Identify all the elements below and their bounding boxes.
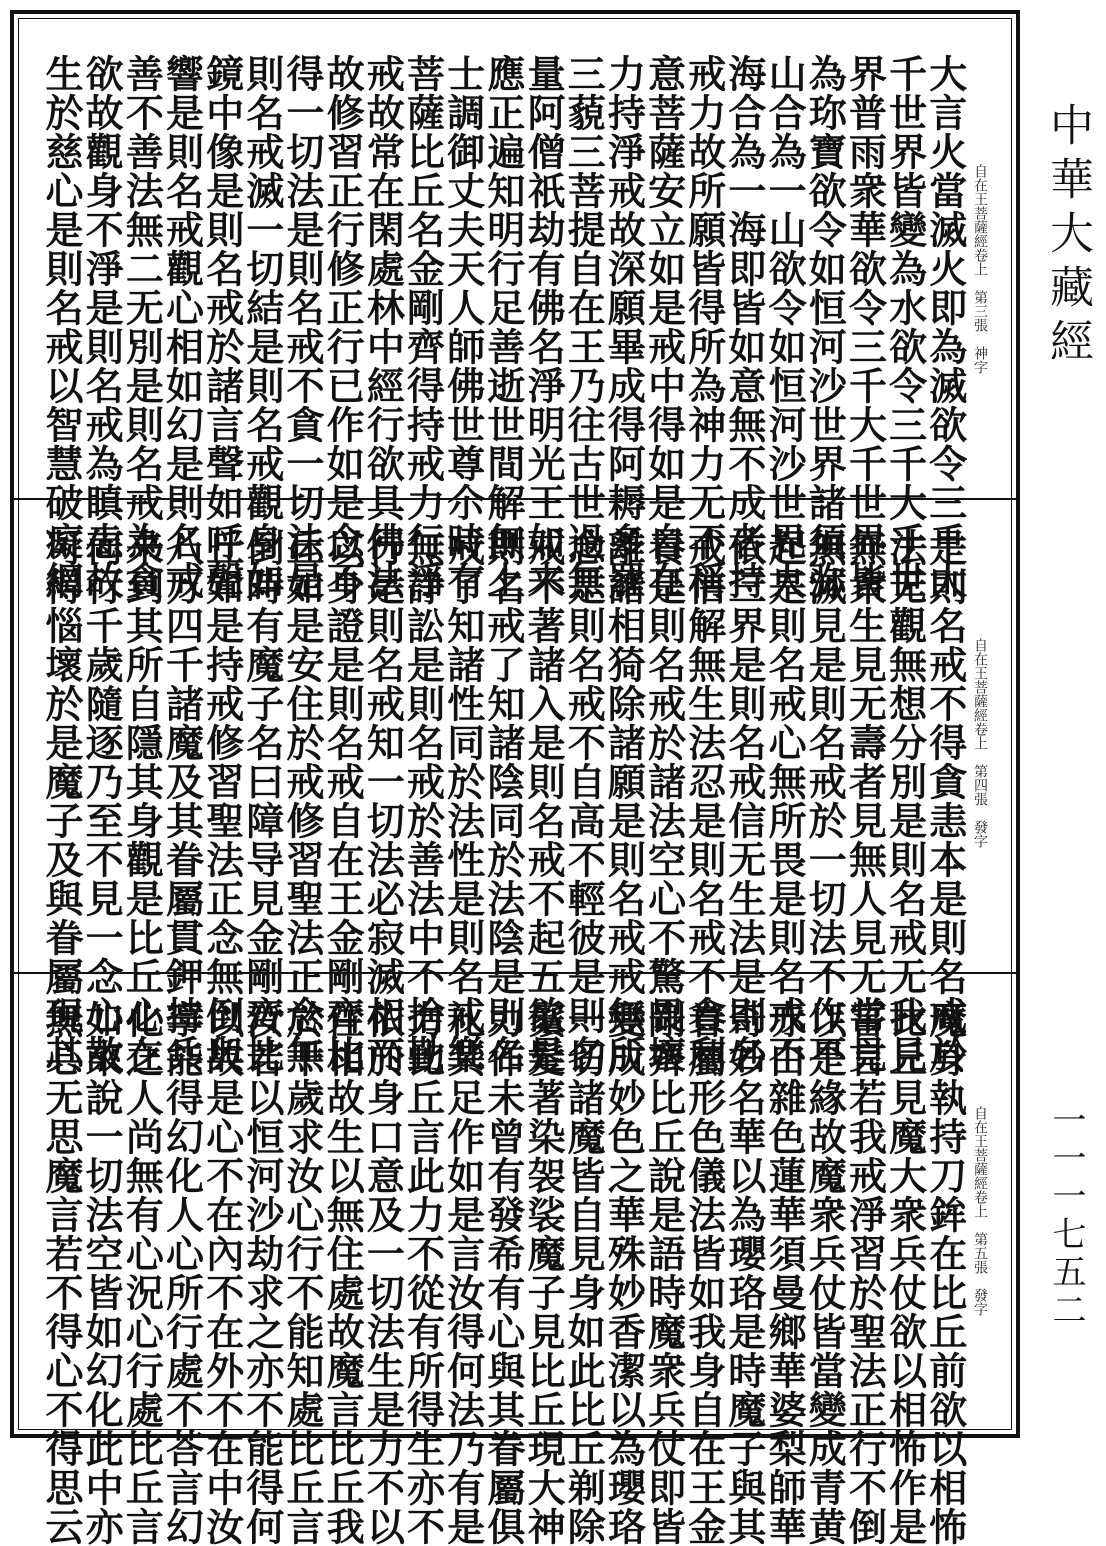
text-panel-2 bbox=[39, 528, 968, 1074]
text-column: 何行千歲隨逐乃至不見一念心散 bbox=[79, 528, 125, 1074]
text-column: 為珎寶欲令如恒河沙世界諸須弥 bbox=[802, 54, 848, 600]
text-column: 量阿僧祇劫有佛名淨明光王如来 bbox=[521, 54, 567, 600]
text-column: 倒時有魔子名曰障导見金剛齊比 bbox=[239, 528, 285, 1074]
text-column: 變成妙色之華殊妙香潔以為瓔珞 bbox=[601, 1000, 647, 1546]
text-column: 誓言若我戒淨習於聖法正行不倒 bbox=[842, 1000, 888, 1546]
text-column: 来到其所自隱其身觀是比丘心在 bbox=[119, 528, 165, 1074]
text-column: 寧能得幻化人心所行處不荅言幻 bbox=[159, 1000, 205, 1546]
text-column: 剛齊比丘說是語時魔衆兵仗即皆 bbox=[641, 1000, 687, 1546]
text-column: 界普雨衆華欲令三千大千世界皆 bbox=[842, 54, 888, 600]
text-column: 眷屬形色儀法皆如我身自在王金 bbox=[681, 1000, 727, 1546]
text-column: 海合為一海即皆如意無不成者持 bbox=[721, 54, 767, 600]
text-column: 戒故常在閑處林中經行欲具佛法 bbox=[360, 54, 406, 600]
text-column: 離諸相猗除諸願是則名戒戒無所 bbox=[601, 528, 647, 1074]
text-column: 菩薩比丘名金剛齊得持戒力行淨 bbox=[400, 54, 446, 600]
text-column: 是則名戒不得貪恚本是則名戒於 bbox=[922, 528, 968, 1074]
text-column: 意菩薩安立如是戒中得如是自在 bbox=[641, 54, 687, 600]
text-column: 則名戒滅一切結是則名戒觀身如 bbox=[239, 54, 285, 600]
text-column: 應正遍知明行足善逝世間解無上 bbox=[480, 54, 526, 600]
text-column: 可得惱壞於是魔子及與眷屬現其 bbox=[39, 528, 84, 1074]
text-column: 千世界皆變為水欲令三千大千世 bbox=[882, 54, 928, 600]
margin-note-2: 自在王菩薩經卷上 第四張 發字 bbox=[972, 638, 988, 848]
text-column: 以是緣故魔衆兵仗皆當變成青黄 bbox=[802, 1000, 848, 1546]
text-column: 依於身口意及一切法生是力不以 bbox=[360, 1000, 406, 1546]
text-column: 戒了知諸性同於法性是則名戒樂 bbox=[440, 528, 486, 1074]
text-column: 山合為一山欲令如恒河沙世界大 bbox=[762, 54, 808, 600]
text-column: 魔身執持刀鉾在比丘前欲以相怖 bbox=[922, 1000, 968, 1546]
panel-divider-1 bbox=[14, 498, 1016, 500]
text-column: 赤白雜色蓮華須曼鄉華婆梨師華 bbox=[762, 1000, 808, 1546]
text-column: 故修習正行修正行已作如是念不 bbox=[320, 54, 366, 600]
text-column: 依三界是則名戒信无生法是則名 bbox=[721, 528, 767, 1074]
panel-divider-2 bbox=[14, 972, 1016, 974]
text-column: 力作未曾有發希有心與其眷屬俱 bbox=[480, 1000, 526, 1546]
text-column: 化之人尚無有心況心行處比丘言 bbox=[119, 1000, 165, 1546]
text-column: 住相故生以無住處故魔言比丘我 bbox=[320, 1000, 366, 1546]
text-column: 行是則名戒知一切法必寂滅相而 bbox=[360, 528, 406, 1074]
text-column: 一切諸魔皆自見身如此比丘剃除 bbox=[561, 1000, 607, 1546]
text-column: 士調御丈夫天人師佛世尊尒時有 bbox=[440, 54, 486, 600]
text-column: 礼其足作如是言汝得何法乃有是 bbox=[440, 1000, 486, 1546]
margin-note-3: 自在王菩薩經卷上 第五張 發字 bbox=[972, 1106, 988, 1316]
text-column: 以故是心不在內不在外不在中汝 bbox=[199, 1000, 245, 1546]
text-column: 於千歲求汝心行不能知處比丘言 bbox=[280, 1000, 326, 1546]
text-column: 丘如是持戒修習聖法正念無倒與 bbox=[199, 528, 245, 1074]
text-column: 無諍訟是則名戒於善法中不捨勤 bbox=[400, 528, 446, 1074]
text-column: 養是則名戒於諸法空心不驚畏壞 bbox=[641, 528, 687, 1074]
text-column: 丘如是安住於戒修習聖法正念無 bbox=[280, 528, 326, 1074]
text-column: 生於慈心是則名戒以智慧破癡網 bbox=[39, 54, 84, 600]
text-column: 大言火當滅火即為滅欲令三千大 bbox=[922, 54, 968, 600]
text-column: 戒力故所願皆得所為神力无不稱 bbox=[681, 54, 727, 600]
text-column: 力比丘言此力不從有所得生亦不 bbox=[400, 1000, 446, 1546]
margin-note-1: 自在王菩薩經卷上 第三張 神字 bbox=[972, 164, 988, 374]
side-title: 中華大藏經 bbox=[1042, 102, 1093, 372]
text-column: 汝若以恒河沙劫求之亦不能得何 bbox=[239, 1000, 285, 1546]
page-number: 一一一七五二 bbox=[1046, 1102, 1086, 1330]
text-column: 力持淨戒故深願畢成得阿耨多羅 bbox=[601, 54, 647, 600]
text-column: 以身證是則名戒自在王金剛齊比 bbox=[320, 528, 366, 1074]
text-column: 法无觀無想分別是則名戒无我見 bbox=[882, 528, 928, 1074]
text-panel-1 bbox=[39, 54, 968, 600]
text-column: 比丘見魔大衆兵仗欲以相怖作是 bbox=[882, 1000, 928, 1546]
text-column: 得一切法是則名戒不貪一切法是 bbox=[280, 54, 326, 600]
text-column: 無衆生見无壽者見無人見无常見 bbox=[842, 528, 888, 1074]
text-column: 念是則名戒不自高不輕彼是則名 bbox=[561, 528, 607, 1074]
page-frame bbox=[10, 10, 1020, 1546]
text-column: 響是則名戒觀心相如幻是則名戒 bbox=[159, 54, 205, 600]
text-column: 欲故觀身不淨是則名戒為瞋恚故 bbox=[79, 54, 125, 600]
text-column: 奇妙名華以為瓔珞是時魔子與其 bbox=[721, 1000, 767, 1546]
text-column: 無心无思魔言若不得心不得思云 bbox=[39, 1000, 84, 1546]
text-column: 如來說一切法空皆如幻化此中亦 bbox=[79, 1000, 125, 1546]
text-column: 三藐三菩提自在王乃往古世過無 bbox=[561, 54, 607, 600]
text-column: 鬚髮著染袈裟魔子見比丘現大神 bbox=[521, 1000, 567, 1546]
text-column: 八万四千諸魔及其眷屬貫鉀持兵 bbox=[159, 528, 205, 1074]
text-column: 戒不著諸入是則名戒不起五欲是 bbox=[521, 528, 567, 1074]
text-column: 善不善法無二无別是則名戒為貪 bbox=[119, 54, 165, 600]
text-column: 起是則名戒心無所畏是則名戒不 bbox=[762, 528, 808, 1074]
text-column: 戒信解無生法忍是則名戒不貪利 bbox=[681, 528, 727, 1074]
text-column: 則名戒了知諸陰同於法陰是則名 bbox=[480, 528, 526, 1074]
text-column: 鏡中像是則名戒於諸言聲如呼聲 bbox=[199, 54, 245, 600]
text-panel-3 bbox=[39, 1000, 968, 1546]
text-column: 無滅見是則名戒於一切法不作不 bbox=[802, 528, 848, 1074]
